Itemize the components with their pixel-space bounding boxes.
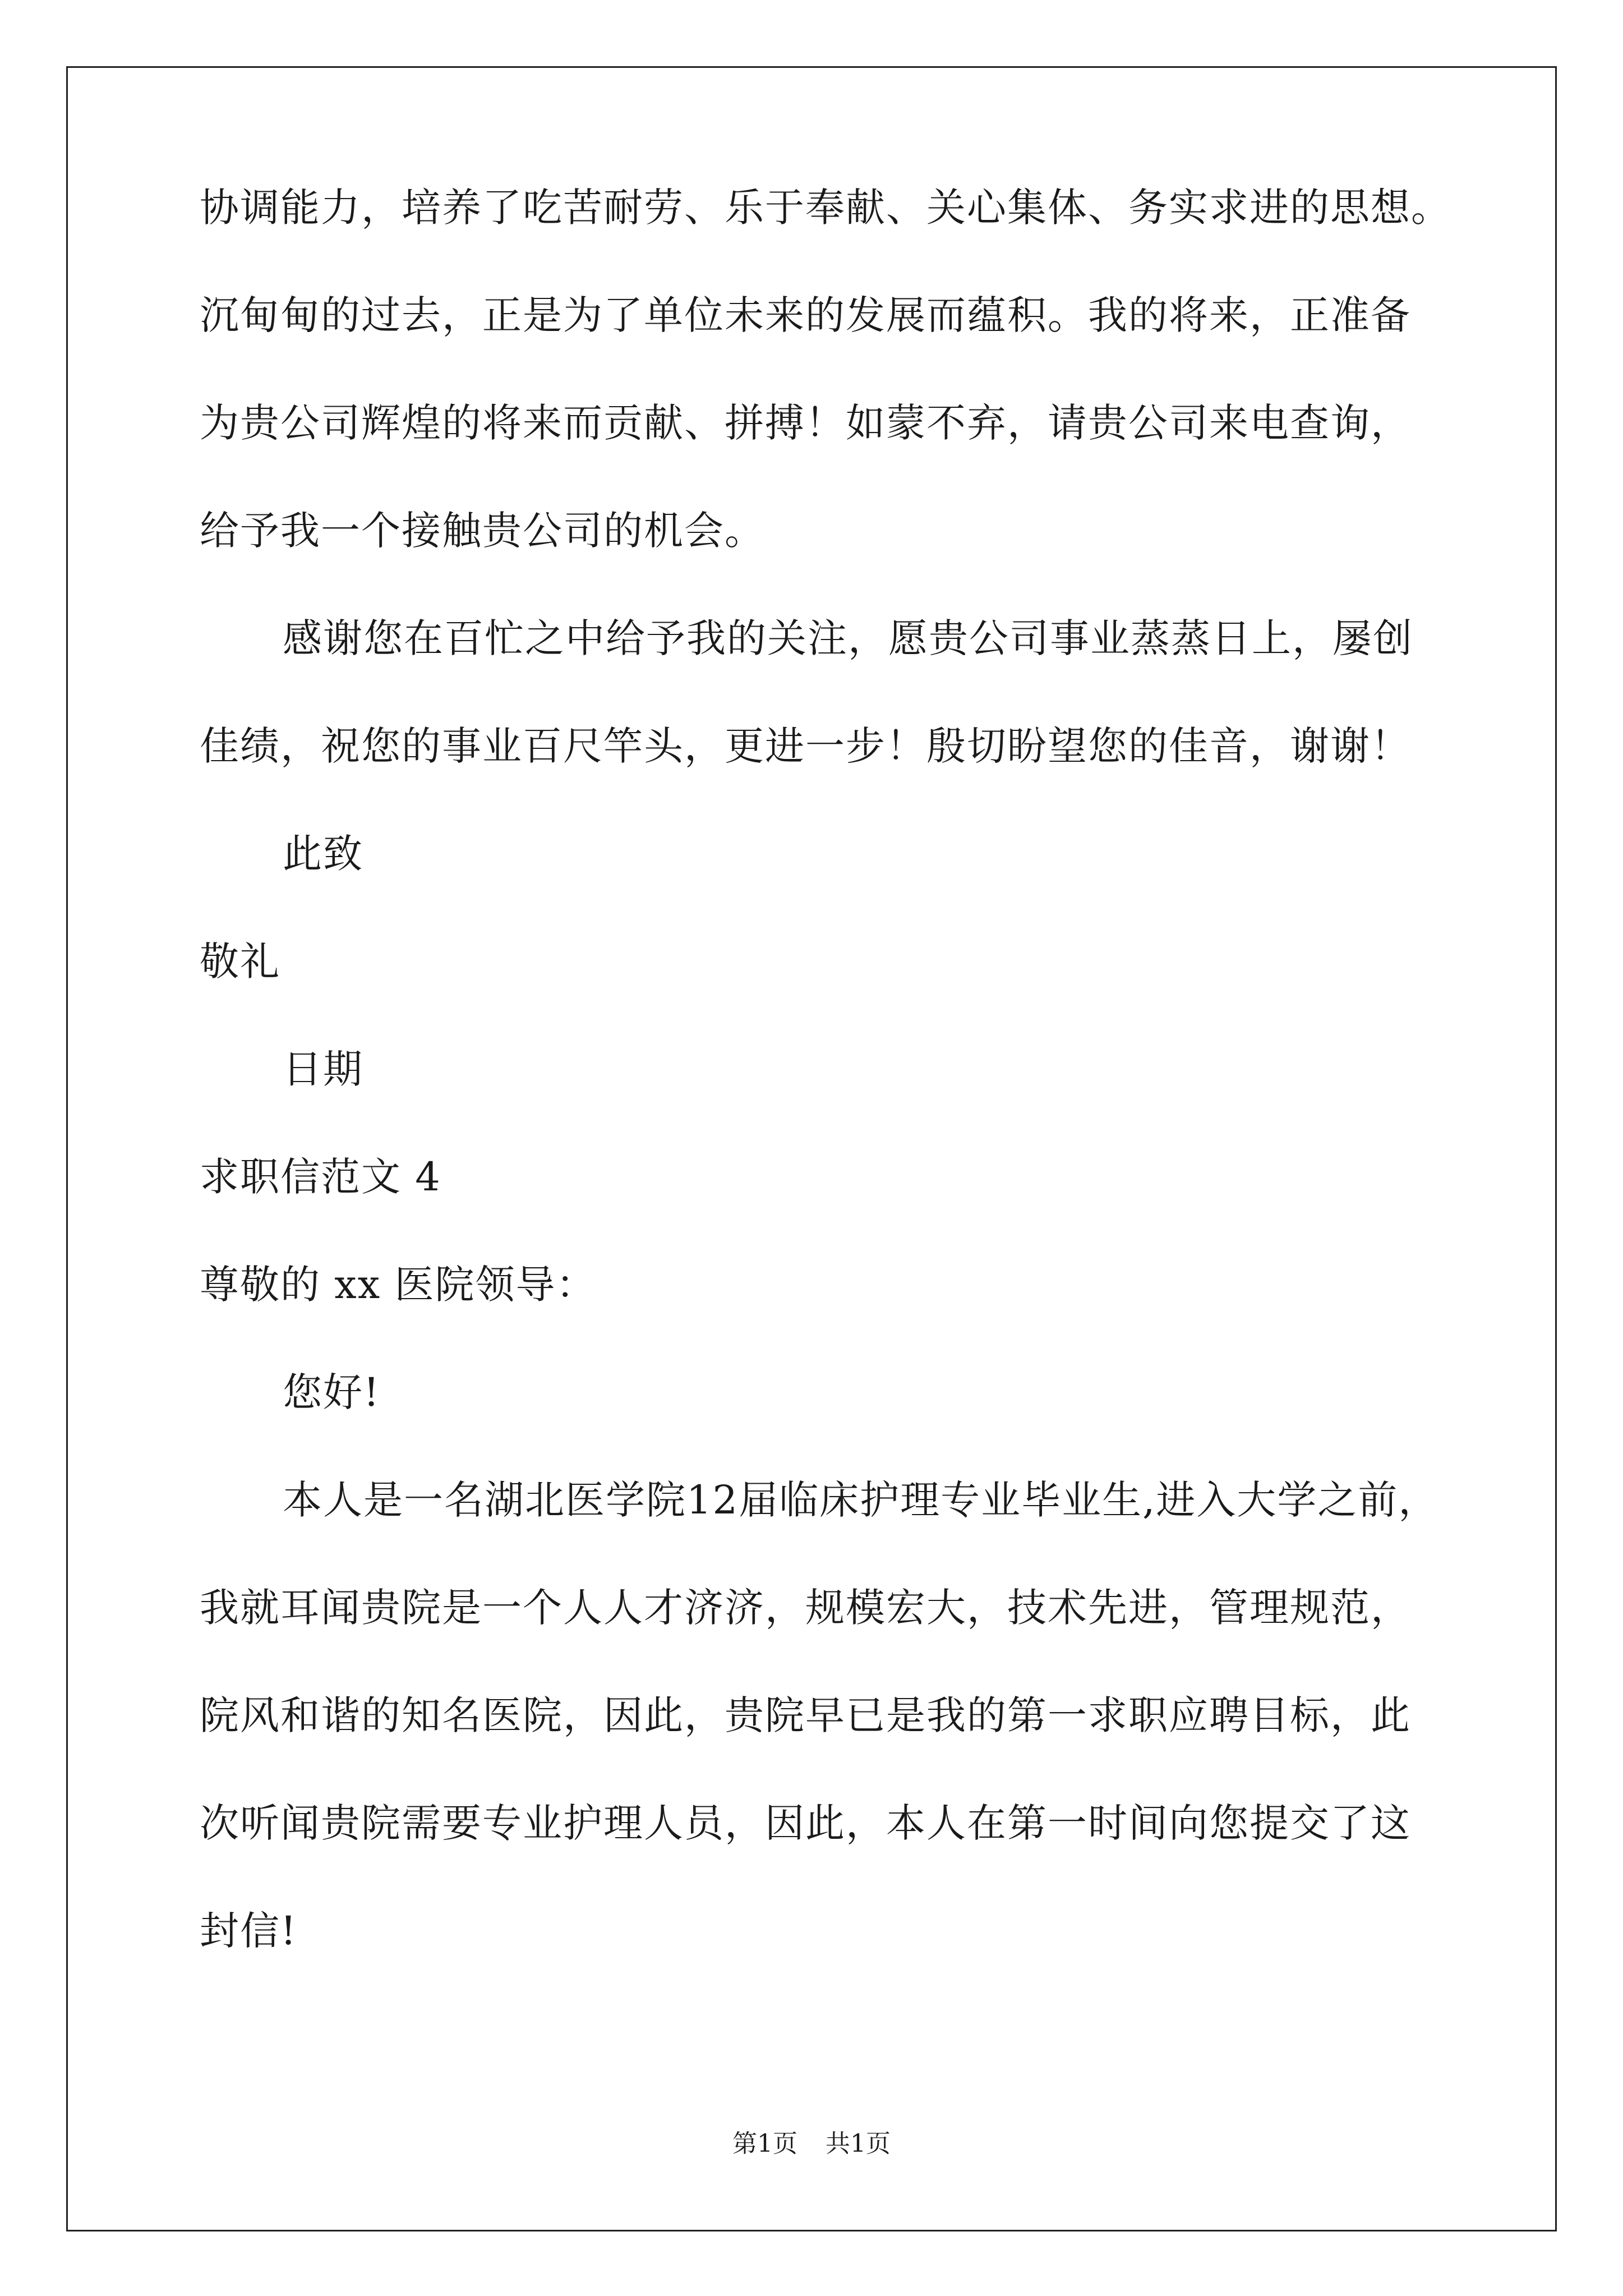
paragraph-line: 次听闻贵院需要专业护理人员，因此，本人在第一时间向您提交了这 xyxy=(200,1800,1411,1846)
paragraph-line: 感谢您在百忙之中给予我的关注，愿贵公司事业蒸蒸日上，屡创 xyxy=(283,615,1413,661)
letter-hello: 您好! xyxy=(283,1369,381,1415)
paragraph-line: 我就耳闻贵院是一个人人才济济，规模宏大，技术先进，管理规范， xyxy=(200,1585,1411,1631)
paragraph-line: 佳绩，祝您的事业百尺竿头，更进一步！殷切盼望您的佳音，谢谢！ xyxy=(200,723,1411,769)
document-body xyxy=(200,185,1490,2016)
page-footer xyxy=(0,2130,1623,2158)
paragraph-line: 给予我一个接触贵公司的机会。 xyxy=(200,508,765,554)
paragraph-line: 沉甸甸的过去，正是为了单位未来的发展而蕴积。我的将来，正准备 xyxy=(200,292,1411,338)
section-title: 求职信范文 4 xyxy=(200,1154,441,1200)
paragraph-line: 封信! xyxy=(200,1908,298,1954)
paragraph-line: 院风和谐的知名医院，因此，贵院早已是我的第一求职应聘目标，此 xyxy=(200,1692,1411,1738)
closing-salutation: 此致 xyxy=(283,831,363,877)
paragraph-line: 本人是一名湖北医学院12届临床护理专业毕业生,进入大学之前， xyxy=(283,1477,1439,1523)
paragraph-line: 为贵公司辉煌的将来而贡献、拼搏！如蒙不弃，请贵公司来电查询， xyxy=(200,400,1411,446)
letter-greeting: 尊敬的 xx 医院领导： xyxy=(200,1262,597,1308)
paragraph-line: 协调能力，培养了吃苦耐劳、乐于奉献、关心集体、务实求进的思想。 xyxy=(200,185,1451,231)
total-pages-label: 共1页 xyxy=(826,2129,891,2158)
current-page-label: 第1页 xyxy=(732,2129,797,2158)
date-label: 日期 xyxy=(283,1046,363,1092)
closing-regards: 敬礼 xyxy=(200,938,280,984)
